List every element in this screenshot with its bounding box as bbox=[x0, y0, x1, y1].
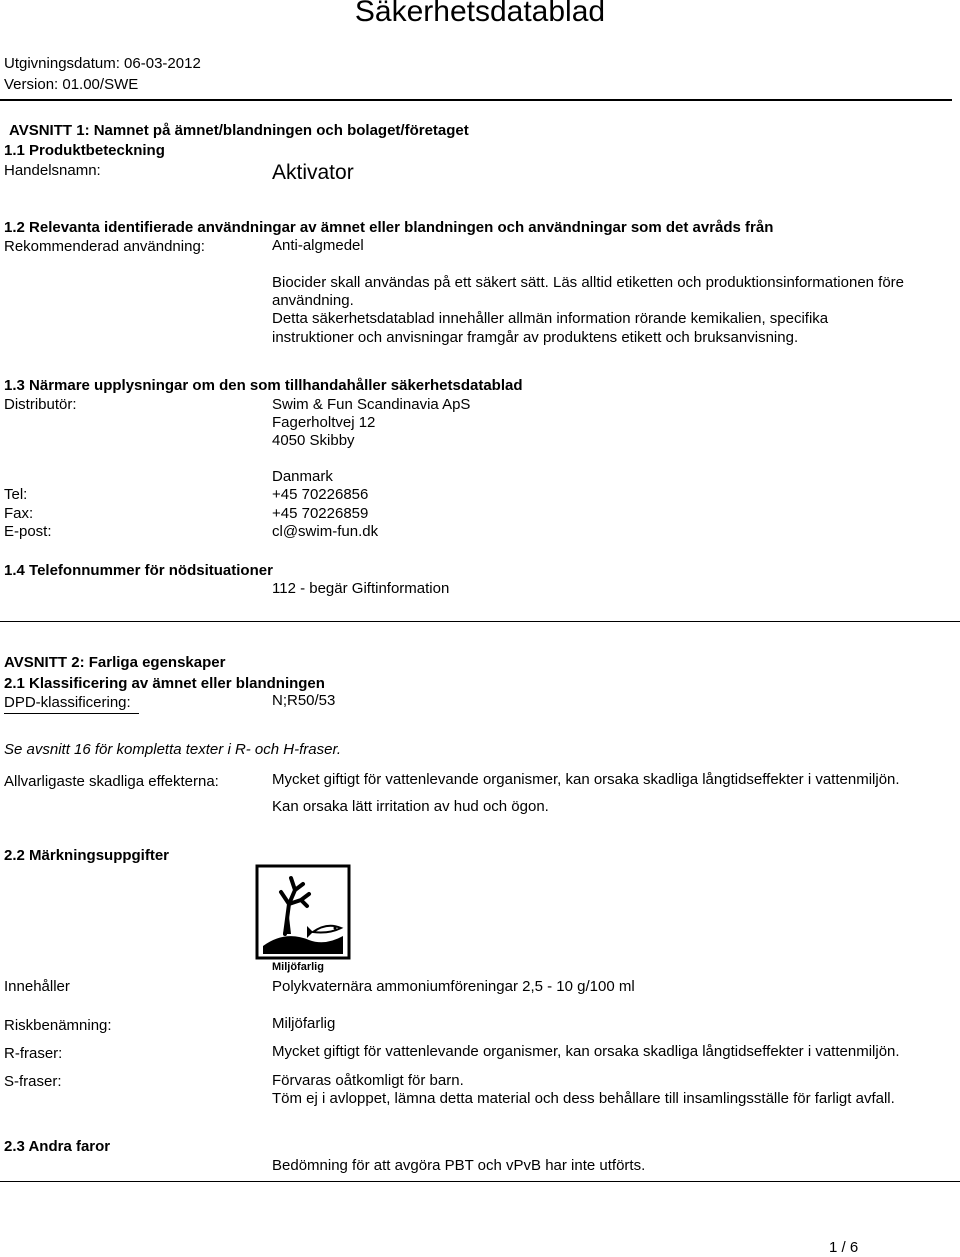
info-line-1: Detta säkerhetsdatablad innehåller allmän information rörande kemikalien, specifika bbox=[272, 310, 829, 327]
page-number: 1 / 6 bbox=[829, 1239, 859, 1256]
section-1-4-heading: 1.4 Telefonnummer för nödsituationer bbox=[4, 562, 273, 579]
section-divider bbox=[0, 621, 960, 622]
footer-divider bbox=[0, 1181, 960, 1182]
s-phrases-value-2: Töm ej i avloppet, lämna detta material och dess behållare till insamlingsställe för farligt avfall. bbox=[272, 1090, 895, 1107]
version: Version: 01.00/SWE bbox=[4, 76, 139, 93]
r-phrases-value: Mycket giftigt för vattenlevande organismer, kan orsaka skadliga långtidseffekter i vattenmiljön. bbox=[272, 1043, 900, 1060]
s-phrases-value-1: Förvaras oåtkomligt för barn. bbox=[272, 1072, 464, 1089]
effect-2: Kan orsaka lätt irritation av hud och ögon. bbox=[272, 798, 549, 815]
biocide-line-2: användning. bbox=[272, 292, 354, 309]
fax-label: Fax: bbox=[4, 505, 34, 522]
header-divider bbox=[0, 99, 952, 101]
tel-value: +45 70226856 bbox=[272, 486, 369, 503]
distributor-street: Fagerholtvej 12 bbox=[272, 414, 376, 431]
trade-name: Aktivator bbox=[272, 161, 354, 184]
distributor-label: Distributör: bbox=[4, 396, 77, 413]
section-1-1-heading: 1.1 Produktbeteckning bbox=[4, 142, 165, 159]
info-line-2: instruktioner och anvisningar framgår av produktens etikett och bruksanvisning. bbox=[272, 329, 799, 346]
contains-label: Innehåller bbox=[4, 978, 70, 995]
section-1-2-heading: 1.2 Relevanta identifierade användningar av ämnet eller blandningen och användningar som det avråds från bbox=[4, 219, 774, 236]
recommended-use-label: Rekommenderad användning: bbox=[4, 238, 205, 255]
section-2-3-heading: 2.3 Andra faror bbox=[4, 1138, 111, 1155]
biocide-line-1: Biocider skall användas på ett säkert sätt. Läs alltid etiketten och produktionsinformationen före bbox=[272, 274, 905, 291]
s-phrases-label: S-fraser: bbox=[4, 1073, 62, 1090]
section1-heading: AVSNITT 1: Namnet på ämnet/blandningen och bolaget/företaget bbox=[9, 122, 469, 139]
tel-label: Tel: bbox=[4, 486, 28, 503]
r-phrases-label: R-fraser: bbox=[4, 1045, 63, 1062]
email-label: E-post: bbox=[4, 523, 52, 540]
section-2-2-heading: 2.2 Märkningsuppgifter bbox=[4, 847, 170, 864]
dpd-label: DPD-klassificering: bbox=[4, 694, 131, 711]
pictogram-caption: Miljöfarlig bbox=[272, 961, 324, 973]
distributor-city: 4050 Skibby bbox=[272, 432, 355, 449]
section-1-3-heading: 1.3 Närmare upplysningar om den som tillhandahåller säkerhetsdatablad bbox=[4, 377, 523, 394]
risk-value: Miljöfarlig bbox=[272, 1015, 336, 1032]
effect-1: Mycket giftigt för vattenlevande organismer, kan orsaka skadliga långtidseffekter i vattenmiljön. bbox=[272, 771, 900, 788]
section-2-1-heading: 2.1 Klassificering av ämnet eller blandningen bbox=[4, 675, 325, 692]
fax-value: +45 70226859 bbox=[272, 505, 369, 522]
issue-date: Utgivningsdatum: 06-03-2012 bbox=[4, 55, 201, 72]
dpd-underline bbox=[4, 713, 139, 714]
risk-label: Riskbenämning: bbox=[4, 1017, 112, 1034]
dpd-value: N;R50/53 bbox=[272, 692, 336, 709]
page-title: Säkerhetsdatablad bbox=[354, 0, 606, 28]
environment-hazard-icon bbox=[255, 864, 351, 960]
distributor-country: Danmark bbox=[272, 468, 333, 485]
trade-name-label: Handelsnamn: bbox=[4, 162, 101, 179]
section2-heading: AVSNITT 2: Farliga egenskaper bbox=[4, 654, 226, 671]
emergency-number: 112 - begär Giftinformation bbox=[272, 580, 450, 597]
email-value: cl@swim-fun.dk bbox=[272, 523, 379, 540]
pbt-assessment: Bedömning för att avgöra PBT och vPvB har inte utförts. bbox=[272, 1157, 646, 1174]
see-section-16-note: Se avsnitt 16 för kompletta texter i R- och H-fraser. bbox=[4, 741, 342, 758]
recommended-use: Anti-algmedel bbox=[272, 237, 364, 254]
distributor-name: Swim & Fun Scandinavia ApS bbox=[272, 396, 471, 413]
contains-value: Polykvaternära ammoniumföreningar 2,5 - 10 g/100 ml bbox=[272, 978, 635, 995]
effects-label: Allvarligaste skadliga effekterna: bbox=[4, 773, 219, 790]
